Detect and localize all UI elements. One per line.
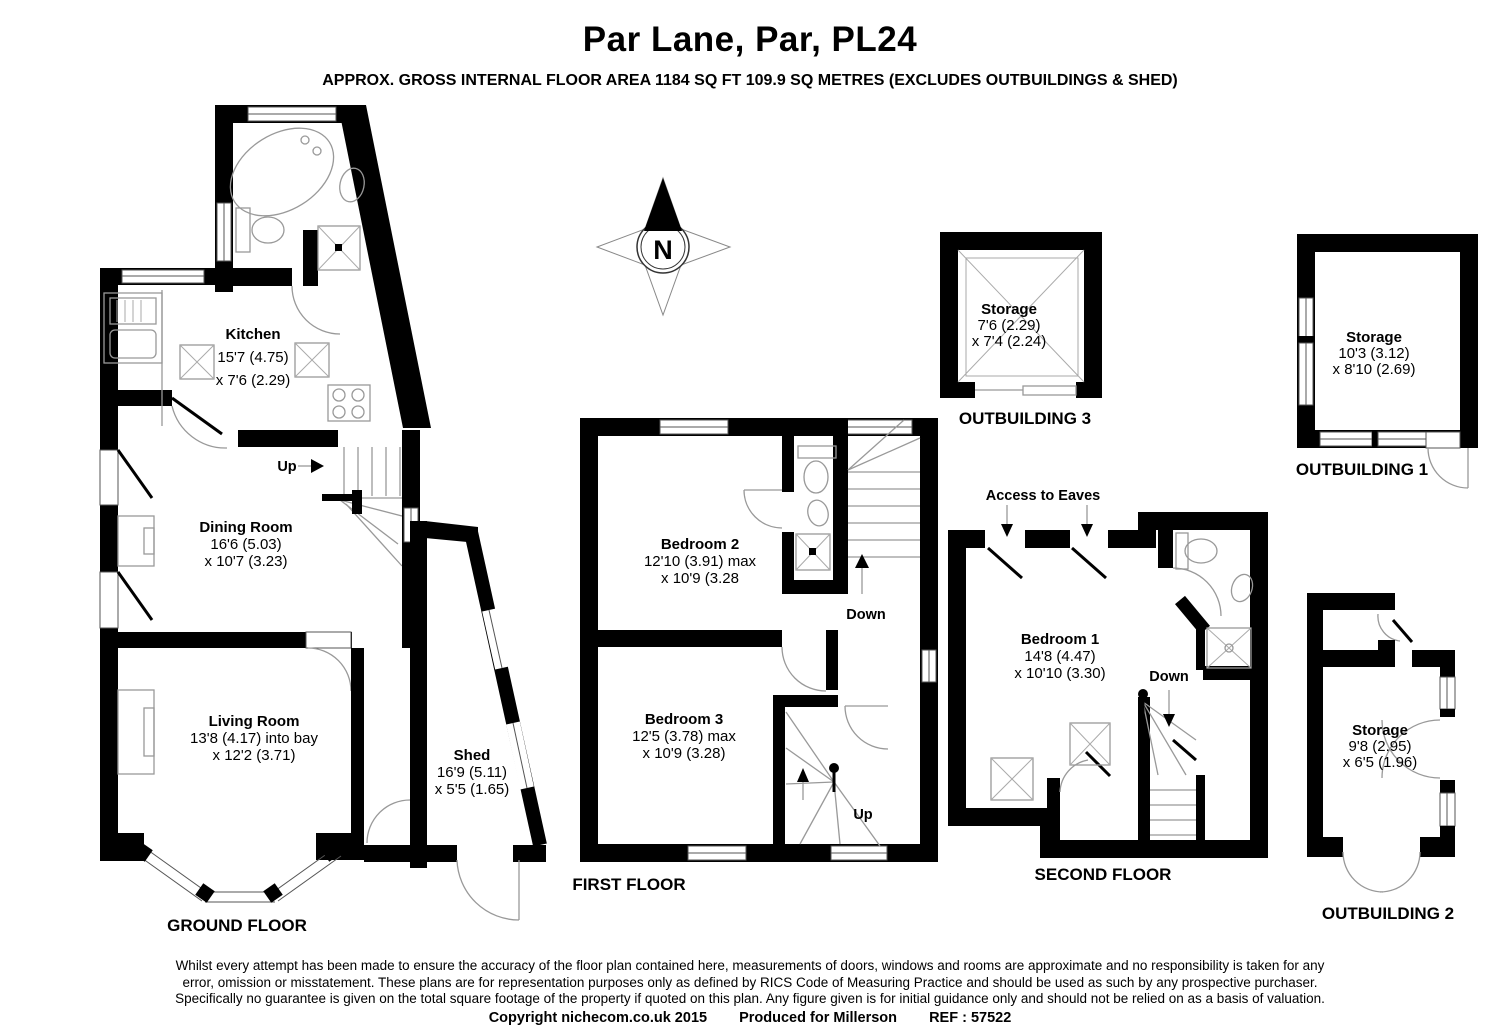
wall [410,521,427,868]
disclaimer-line-1: Whilst every attempt has been made to ensure the accuracy of the floor plan contained here, measurements of doors, windows and rooms are approximate and no responsibility is taken for any [175,958,1325,973]
shower-icon [796,534,830,570]
kitchen-dim2: x 7'6 (2.29) [215,372,291,389]
bedroom1-dim1: 14'8 (4.47) [1024,648,1096,665]
toilet-icon [798,446,836,493]
sink-icon [805,498,831,528]
outbuilding-2-label: OUTBUILDING 2 [1321,904,1455,923]
wall [1084,232,1102,398]
door-arc [782,647,826,691]
stairs-up-first [786,712,880,846]
storage-ob3-dim2: x 7'4 (2.24) [971,333,1047,350]
wall [1297,234,1478,252]
bedroom1-dim2: x 10'10 (3.30) [1014,665,1106,682]
toilet-icon [1176,533,1217,569]
reference-number: REF : 57522 [929,1010,1012,1026]
produced-for-text: Produced for Millerson [739,1010,898,1026]
bath-icon [214,110,349,234]
wall [1076,382,1102,398]
down-arrow [1163,690,1175,727]
wall [826,630,838,690]
storage-ob2-dim1: 9'8 (2.95) [1348,738,1412,755]
door-opening [1426,432,1460,448]
shed-dim2: x 5'5 (1.65) [434,781,510,798]
disclaimer-line-2: error, omission or misstatement. These plans are for representation purposes only as defined by RICS Code of Measuring Practice and should be used as such by any prospective purchaser. [182,974,1318,990]
door-arc [1378,614,1400,641]
storage-ob3-dim1: 7'6 (2.29) [977,317,1041,334]
wall [1378,640,1395,667]
wall [1138,512,1156,548]
door-leaf [1173,740,1196,760]
wall [226,268,292,286]
door-arc [292,286,340,334]
wall [425,845,457,862]
wall [1440,709,1455,717]
outbuilding-3-label: OUTBUILDING 3 [958,409,1092,428]
wall [303,230,318,286]
wall [100,268,118,845]
wall [580,418,598,862]
up-arrow [298,459,324,473]
door-leaf [118,572,152,620]
bedroom3-name: Bedroom 3 [644,711,724,728]
door-arc [744,490,782,528]
wall [782,436,794,492]
wall [940,232,958,398]
door-arc [172,406,227,448]
door-leaf [1086,752,1110,776]
storage-ob2-name: Storage [1352,722,1408,739]
door-opening [306,632,351,648]
access-eaves-label: Access to Eaves [985,488,1101,504]
storage-ob1-dim2: x 8'10 (2.69) [1332,361,1416,378]
wall [948,530,966,826]
wall [1307,837,1343,857]
wall [1196,628,1205,670]
shed-name: Shed [453,747,491,764]
door-opening [100,450,118,505]
rooflight-icon [991,758,1033,800]
wall [1138,512,1268,530]
dining-name: Dining Room [199,519,293,536]
wall [1047,778,1060,840]
living-dim2: x 12'2 (3.71) [212,747,296,764]
down-label-first: Down [846,607,886,623]
wall [1138,697,1150,845]
wall [351,694,364,838]
disclaimer-text [150,958,1350,1008]
eaves-door-leaf [988,548,1022,578]
eaves-door-leaf [1072,548,1106,578]
down-arrow [855,554,869,594]
door-leaf [172,398,222,434]
up-label-ground: Up [277,459,297,475]
wall [1108,530,1138,548]
wall [1440,650,1455,677]
wall [1040,840,1268,858]
door-arc [367,800,410,843]
wall [940,232,1102,250]
wall [1196,775,1205,845]
dining-dim1: 16'6 (5.03) [210,536,282,553]
outbuilding-1-plan [1296,234,1478,488]
wall [364,845,411,862]
disclaimer-line-3: Specifically no guarantee is given on the total square footage of the property if quoted on this plan. Any figure given is for initial guidance only and should not be relied on as a basis of valuation. [175,991,1325,1006]
hob-icon [328,385,370,421]
wall [1307,650,1323,840]
shower-icon [1207,628,1251,668]
bedroom1-name: Bedroom 1 [1020,631,1100,648]
wall [351,648,364,695]
door-leaf [118,450,152,498]
living-name: Living Room [208,713,300,730]
kitchen-name: Kitchen [225,326,281,343]
door-arc [1428,448,1468,488]
copyright-text: Copyright nichecom.co.uk 2015 [488,1010,708,1026]
second-floor-label: SECOND FLOOR [1034,865,1172,884]
wall [782,580,848,594]
wall [215,105,233,292]
compass-north-label: N [653,235,673,265]
wall [1440,780,1455,793]
bedroom2-dim1: 12'10 (3.91) max [643,553,757,570]
wall [238,430,338,447]
rooflight-icon [295,343,329,377]
outbuilding-3-plan [940,232,1102,428]
down-label-second: Down [1149,669,1189,685]
bedroom3-dim1: 12'5 (3.78) max [632,728,736,745]
storage-ob3-name: Storage [981,301,1037,318]
wall-diagonal [1180,600,1205,630]
wall [598,630,782,647]
first-floor-label: FIRST FLOOR [572,875,686,894]
wall [1025,530,1070,548]
shed-dim1: 16'9 (5.11) [436,764,508,781]
threshold [1023,386,1076,395]
wall [1460,234,1478,448]
dining-dim2: x 10'7 (3.23) [204,553,288,570]
wall [920,418,938,862]
outbuilding-1-label: OUTBUILDING 1 [1295,460,1429,479]
shower-icon [318,226,360,270]
stairs-up-ground [322,447,402,566]
shed-diagonal-wall [471,532,540,845]
wall [773,695,785,848]
copyright-line [0,1010,1500,1026]
door-arc [1343,852,1383,892]
bedroom3-dim2: x 10'9 (3.28) [642,745,726,762]
up-label-first: Up [853,807,873,823]
storage-ob1-name: Storage [1346,329,1402,346]
wall [1420,837,1455,857]
second-floor-plan [948,488,1268,884]
rooflight-icon [1070,723,1110,765]
door-leaf [1393,620,1412,642]
compass-rose [597,178,730,315]
fireplace-icon [118,690,154,774]
rooflight-icon [180,345,214,379]
storage-ob1-dim1: 10'3 (3.12) [1338,345,1410,362]
door-arc [308,648,351,691]
kitchen-dim1: 15'7 (4.75) [217,349,289,366]
north-arrow-icon [644,178,682,231]
living-dim1: 13'8 (4.17) into bay [190,730,318,747]
door-arc [457,860,519,920]
fireplace-icon [118,516,154,566]
first-floor-plan [572,418,938,894]
floor-area-subtitle: APPROX. GROSS INTERNAL FLOOR AREA 1184 SQ FT 109.9 SQ METRES (EXCLUDES OUTBUILDINGS & SHED) [322,72,1178,89]
wall [513,845,546,862]
wall [940,382,975,398]
wall [833,418,848,594]
door-opening [100,572,118,628]
storage-ob2-dim2: x 6'5 (1.96) [1342,754,1418,771]
outbuilding-2-plan [1307,593,1455,923]
wall [1158,530,1173,568]
bedroom2-dim2: x 10'9 (3.28 [661,570,739,587]
door-arc [845,706,888,749]
ground-floor-label: GROUND FLOOR [167,916,307,935]
wall [948,808,1055,826]
page-title: Par Lane, Par, PL24 [582,20,918,59]
stairs-down-first [848,420,920,557]
wall-diagonal [338,105,431,428]
ground-floor-plan [100,105,546,935]
door-arc [1380,852,1420,892]
wall [1250,512,1268,858]
bay-window [100,833,364,903]
wall [100,390,172,406]
bedroom2-name: Bedroom 2 [660,536,740,553]
